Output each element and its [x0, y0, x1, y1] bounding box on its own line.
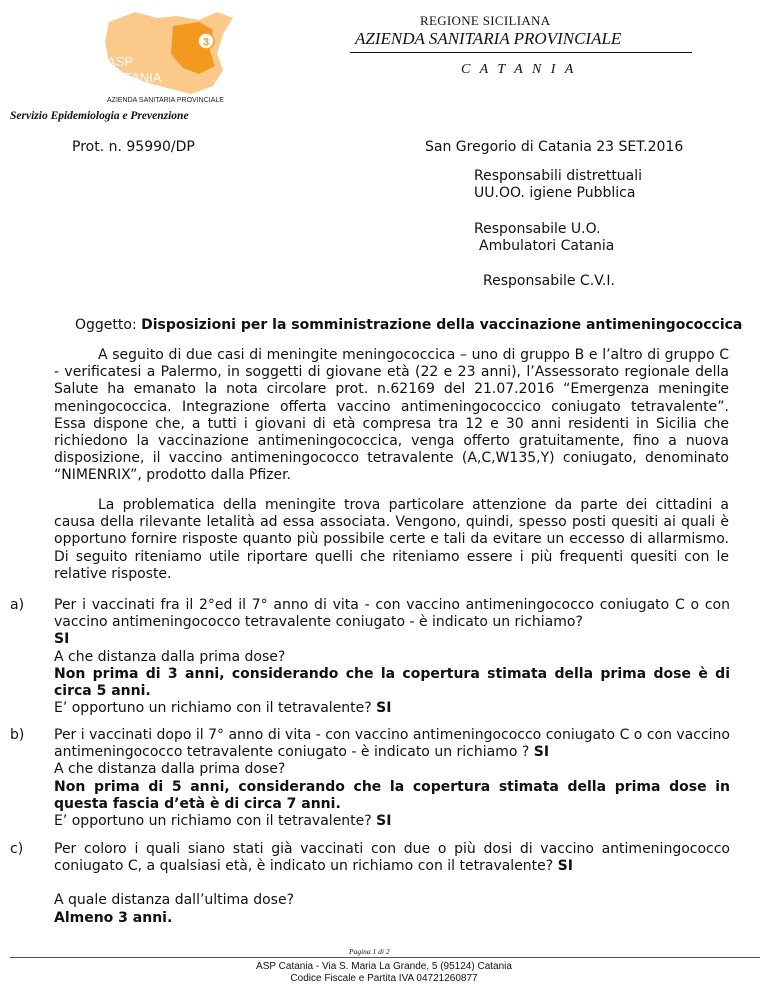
question-line	[54, 841, 730, 875]
body-paragraph	[54, 497, 729, 583]
logo-text-asp: ASP	[107, 54, 134, 69]
asp-catania-logo	[95, 8, 245, 108]
azienda-heading: AZIENDA SANITARIA PROVINCIALE	[355, 29, 622, 48]
question-text: A che distanza dalla prima dose?	[54, 761, 286, 778]
city-heading: C A T A N I A	[461, 62, 577, 77]
question-line	[54, 700, 730, 717]
page-number: Pagina 1 di 2	[349, 947, 390, 956]
question-text: Per i vaccinati dopo il 7° anno di vita - con vaccino antimeningococco coniugato C o con vaccino antimeningococco tetravalente coniugato - è indicato un richiamo ?	[54, 727, 730, 761]
recipient-line: Responsabile C.V.I.	[483, 273, 615, 289]
recipient-line: UU.OO. igiene Pubblica	[474, 185, 636, 201]
paragraph-text: A seguito di due casi di meningite meningococcica – uno di gruppo B e l’altro di gruppo C - verificatesi a Palermo, in soggetti di giovane età (22 e 23 anni), l’Assessorato regionale della Salute ha emanato la nota circolare prot. n.62169 del 21.07.2016 “Emergenza meningite meningococcica. Integrazione offerta vaccino antimeningococcico coniugato tetravalente”. Essa dispone che, a tutti i giovani di età compresa tra 12 e 30 anni residenti in Sicilia che richiedono la vaccinazione antimeningococcica, venga offerto gratuitamente, fino a nuova disposizione, il vaccino antimeningococco tetravalente (A,C,W135,Y) coniugato, denominato “NIMENRIX”, prodotto dalla Pfizer.	[54, 347, 729, 484]
answer-text: SI	[54, 631, 70, 648]
footer-address-block	[0, 961, 768, 985]
answer-text: SI	[557, 858, 573, 875]
service-name: Servizio Epidemiologia e Prevenzione	[10, 110, 189, 122]
answer-text: Non prima di 5 anni, considerando che la copertura stimata della prima dose in questa fascia d’età è di circa 7 anni.	[54, 778, 730, 812]
footer-fiscal-code: Codice Fiscale e Partita IVA 04721260877	[290, 973, 478, 984]
answer-text: Non prima di 3 anni, considerando che la copertura stimata della prima dose è di circa 5 anni.	[54, 665, 730, 700]
protocol-number: Prot. n. 95990/DP	[72, 139, 195, 155]
province-number: 3	[202, 36, 210, 49]
recipient-line: Responsabili distrettuali	[474, 168, 643, 184]
question-line	[54, 727, 730, 761]
qa-marker: c)	[10, 841, 24, 857]
logo-text-catania: CATANIA	[107, 70, 162, 85]
answer-text: SI	[533, 744, 550, 761]
footer-rule	[10, 957, 760, 958]
paragraph-text: La problematica della meningite trova particolare attenzione da parte dei cittadini a causa della rilevante letalità ad essa associata. Vengono, quindi, spesso posti quesiti ai quali è opportuno fornire risposte quanto più possibile certe e tali da evitare un eccesso di allarmismo. Di seguito riteniamo utile riportare quelli che riteniamo essere i più frequenti quesiti con le relative risposte.	[54, 497, 729, 582]
place-date: San Gregorio di Catania 23 SET.2016	[425, 139, 684, 155]
qa-item-b	[10, 727, 730, 830]
body-paragraph	[54, 347, 729, 485]
question-text: A quale distanza dall’ultima dose?	[54, 892, 295, 909]
qa-marker: b)	[10, 727, 25, 743]
qa-item-a	[10, 597, 730, 717]
question-text: Per coloro i quali siano stati già vaccinati con due o più dosi di vaccino antimeningococco coniugato C, a qualsiasi età, è indicato un richiamo con il tetravalente?	[54, 841, 730, 875]
qa-item-c	[10, 841, 730, 927]
question-text: Per i vaccinati fra il 2°ed il 7° anno di vita - con vaccino antimeningococco coniugato C o con vaccino antimeningococco tetravalente coniugato - è indicato un richiamo?	[54, 597, 730, 631]
logo-text-azienda: AZIENDA SANITARIA PROVINCIALE	[107, 97, 224, 104]
question-line	[54, 813, 730, 830]
recipient-line: Ambulatori Catania	[479, 238, 615, 254]
region-heading: REGIONE SICILIANA	[420, 13, 551, 28]
recipient-line: Responsabile U.O.	[474, 221, 601, 237]
subject-line	[75, 317, 742, 333]
question-text: E’ opportuno un richiamo con il tetravalente?	[54, 813, 377, 830]
subject-label: Oggetto:	[75, 317, 142, 333]
footer-address: ASP Catania - Via S. Maria La Grande, 5 (95124) Catania	[256, 961, 512, 972]
header-rule	[350, 52, 692, 53]
answer-text: Almeno 3 anni.	[54, 909, 173, 926]
subject-text: Disposizioni per la somministrazione della vaccinazione antimeningococcica	[141, 317, 743, 333]
question-text: A che distanza dalla prima dose?	[54, 648, 286, 665]
answer-text: SI	[376, 700, 392, 717]
question-text: E’ opportuno un richiamo con il tetravalente?	[54, 700, 377, 717]
answer-text: SI	[376, 813, 392, 830]
qa-marker: a)	[10, 597, 25, 613]
